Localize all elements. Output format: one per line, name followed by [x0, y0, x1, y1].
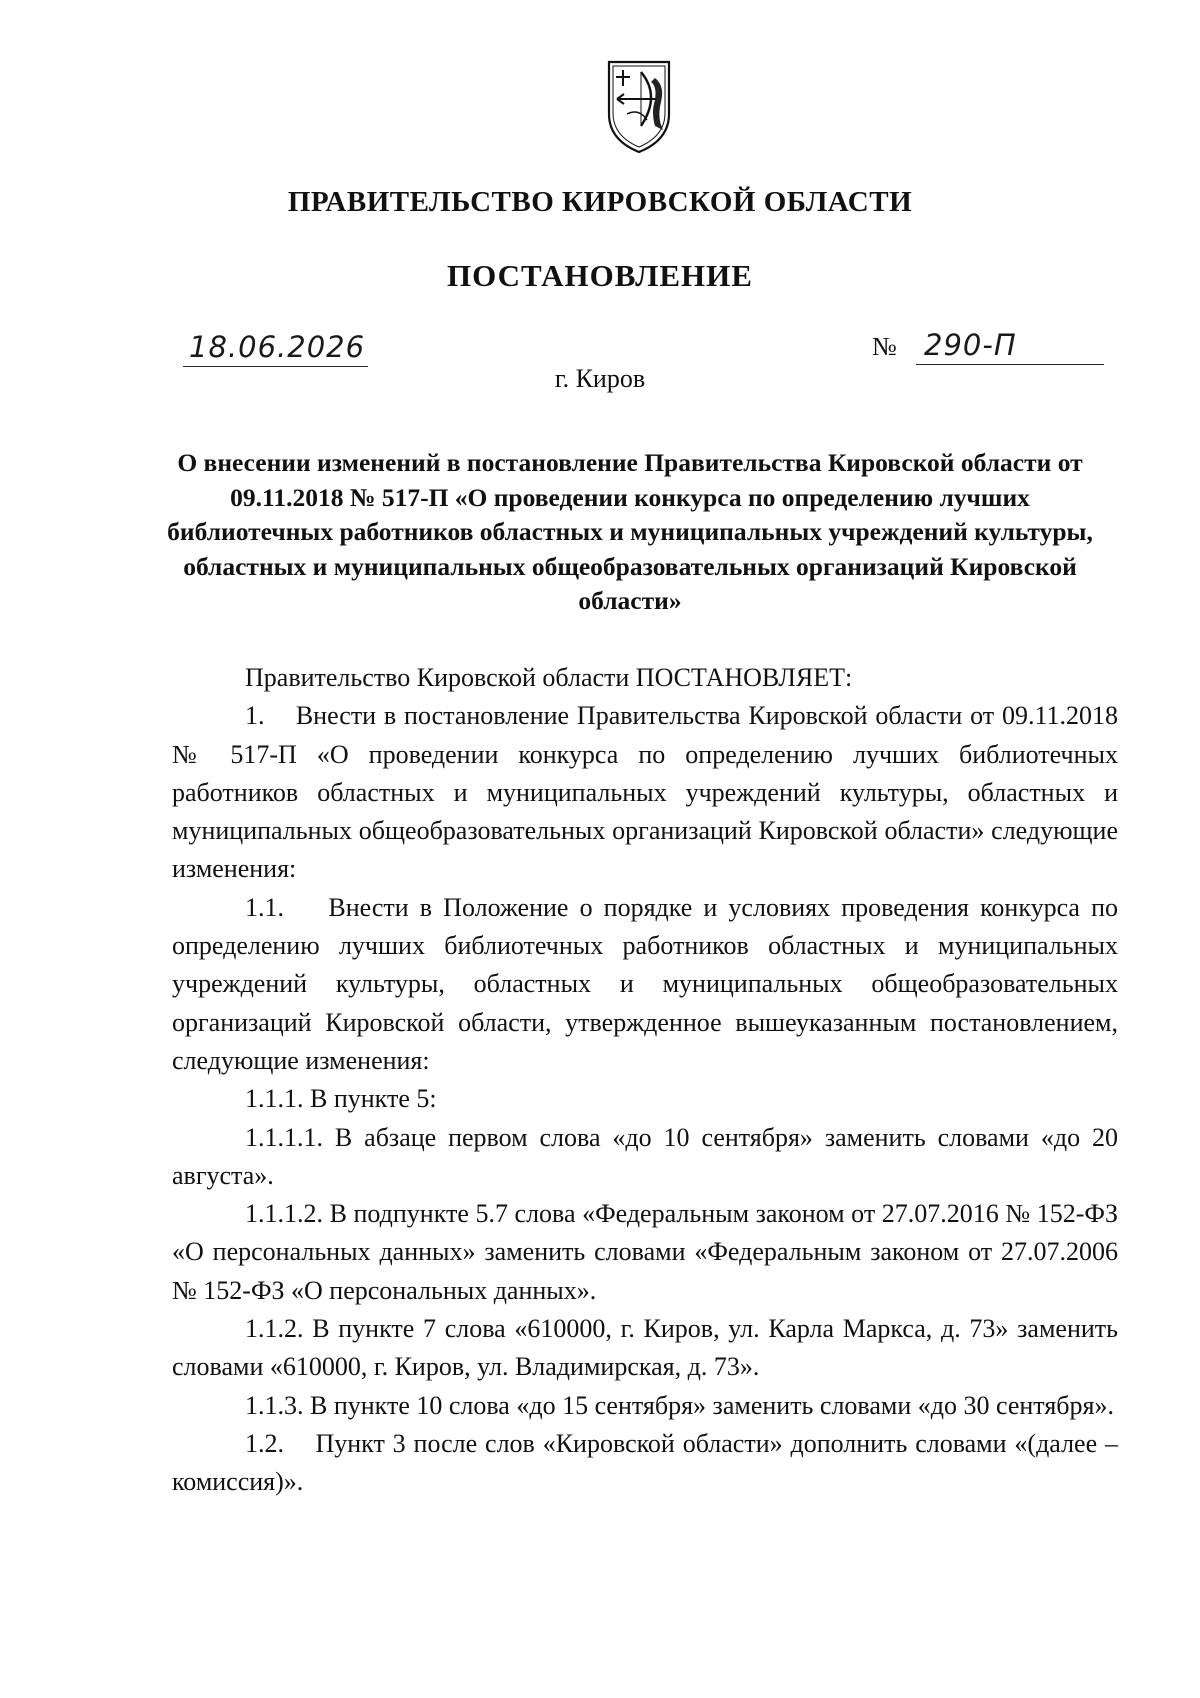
document-subject: О внесении изменений в постановление Правительства Кировской области от 09.11.2018 № 517-П «О проведении конкурса по определению лучших библиотечных работников областных и муниципальных учреждений культуры, областных и муниципальных общеобразовательных организаций Кировской области»	[167, 448, 1093, 615]
paragraph-1: 1. Внести в постановление Правительства Кировской области от 09.11.2018 № 517-П «О проведении конкурса по определению лучших библиотечных работников областных и муниципальных учреждений культуры, областных и муниципальных общеобразовательных организаций Кировской области» следующие изменения:	[172, 701, 1118, 884]
date-field	[183, 332, 368, 367]
paragraph-1-1-1: 1.1.1. В пункте 5:	[245, 1084, 437, 1114]
document-number: 290-П	[924, 328, 1017, 362]
city-name: г. Киров	[554, 364, 646, 393]
number-sign: №	[872, 332, 897, 361]
number-underline	[916, 330, 1104, 365]
government-title: ПРАВИТЕЛЬСТВО КИРОВСКОЙ ОБЛАСТИ	[287, 186, 913, 218]
paragraph-intro: Правительство Кировской области ПОСТАНОВЛЯЕТ:	[245, 663, 853, 692]
paragraph-1-2: 1.2. Пункт 3 после слов «Кировской области» дополнить словами «(далее – комиссия)».	[172, 1428, 1118, 1497]
kirov-coat-of-arms-icon	[603, 56, 675, 156]
number-field	[872, 330, 1104, 366]
document-body	[172, 659, 1118, 1502]
paragraph-1-1-3: 1.1.3. В пункте 10 слова «до 15 сентября» заменить словами «до 30 сентября».	[245, 1390, 1114, 1420]
paragraph-1-1-2: 1.1.2. В пункте 7 слова «610000, г. Киров, ул. Карла Маркса, д. 73» заменить словами «610000, г. Киров, ул. Владимирская, д. 73».	[172, 1314, 1118, 1382]
paragraph-1-1-1-1: 1.1.1.1. В абзаце первом слова «до 10 сентября» заменить словами «до 20 августа».	[172, 1122, 1118, 1190]
document-type-heading: ПОСТАНОВЛЕНИЕ	[447, 258, 753, 293]
paragraph-1-1-1-2: 1.1.1.2. В подпункте 5.7 слова «Федеральным законом от 27.07.2016 № 152-ФЗ «О персональных данных» заменить словами «Федеральным законом от 27.07.2006 № 152-ФЗ «О персональных данных».	[172, 1199, 1118, 1305]
document-date: 18.06.2026	[189, 330, 366, 364]
paragraph-1-1: 1.1. Внести в Положение о порядке и условиях проведения конкурса по определению лучших библиотечных работников областных и муниципальных учреждений культуры, областных и муниципальных общеобразовательных организаций Кировской области, утвержденное вышеуказанным постановлением, следующие изменения:	[172, 892, 1118, 1075]
